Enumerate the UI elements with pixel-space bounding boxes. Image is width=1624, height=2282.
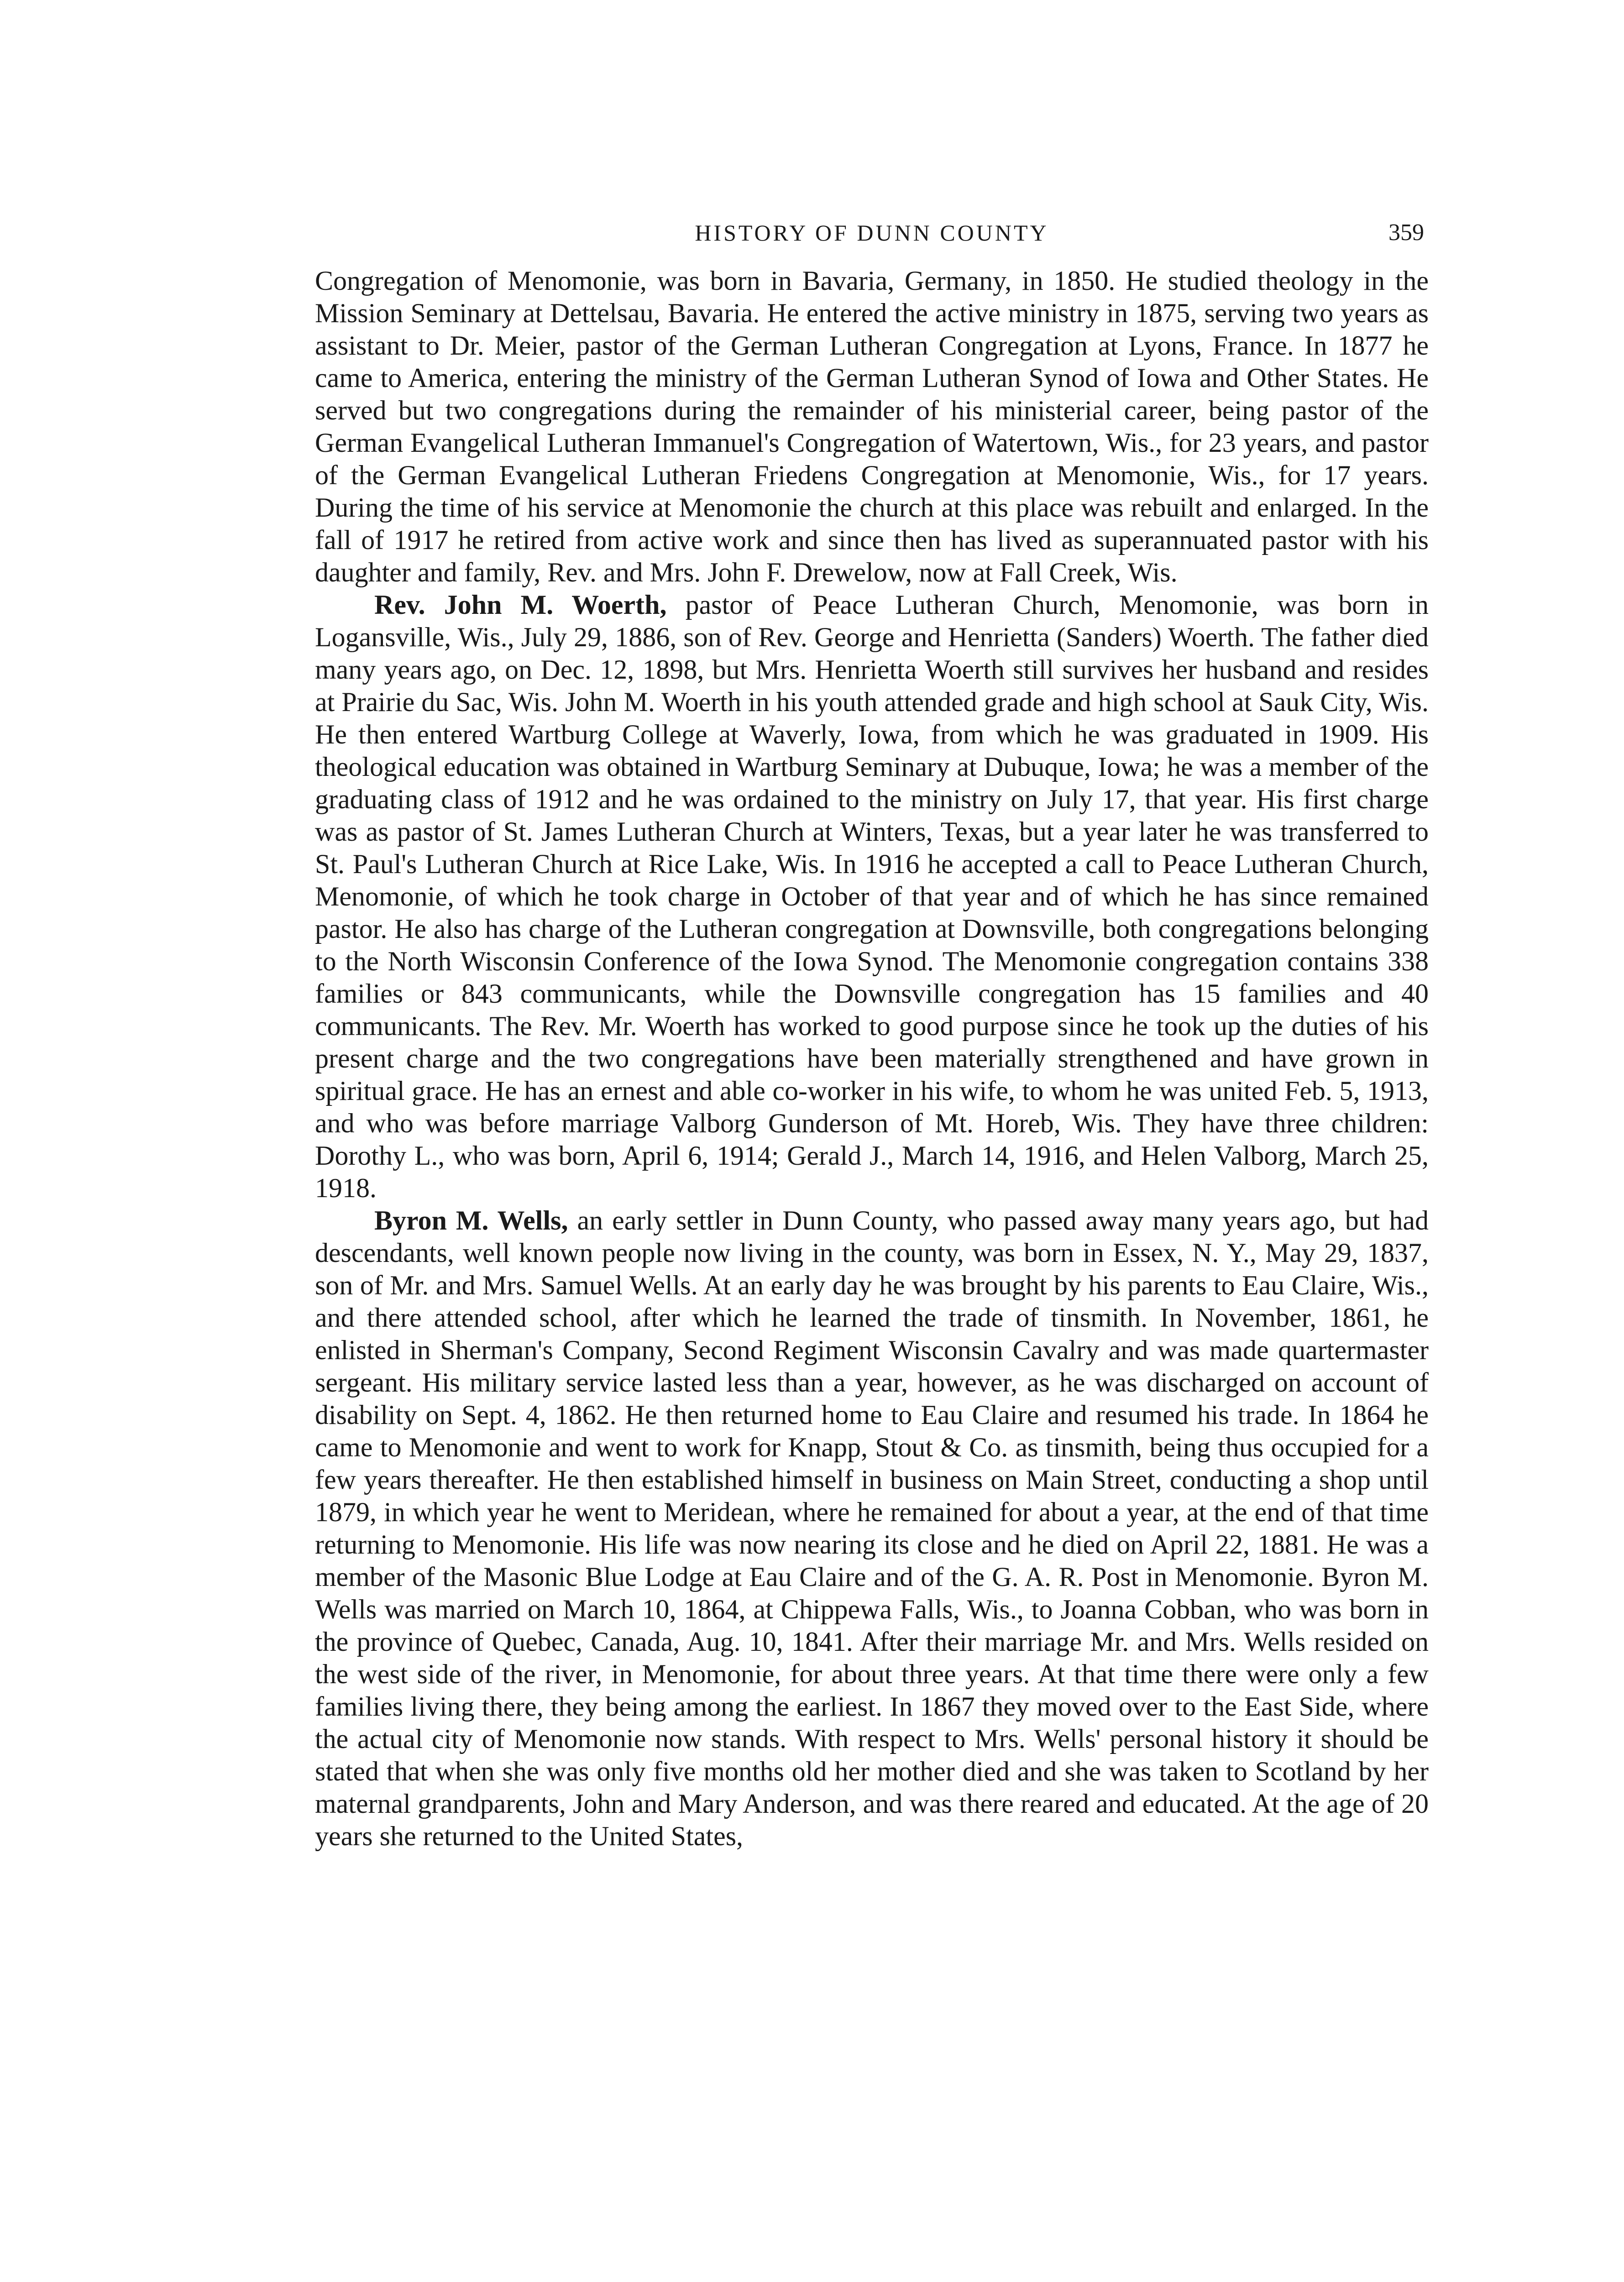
paragraph-woerth [315, 589, 1429, 1204]
running-title: HISTORY OF DUNN COUNTY [695, 220, 1049, 246]
page-header [320, 215, 1424, 251]
paragraph-text: Congregation of Menomonie, was born in Bavaria, Germany, in 1850. He studied theology in the Mission Seminary at Dettelsau, Bavaria. He entered the active ministry in 1875, serving two years as assistant to Dr. Meier, pastor of the German Lutheran Congregation at Lyons, France. In 1877 he came to America, entering the ministry of the German Lutheran Synod of Iowa and Other States. He served but two congregations during the remainder of his ministerial career, being pastor of the German Evangelical Lutheran Immanuel's Congregation of Watertown, Wis., for 23 years, and pastor of the German Evangelical Lutheran Friedens Congregation at Menomonie, Wis., for 17 years. During the time of his service at Menomonie the church at this place was rebuilt and enlarged. In the fall of 1917 he retired from active work and since then has lived as superannuated pastor with his daughter and family, Rev. and Mrs. John F. Drewelow, now at Fall Creek, Wis. [315, 266, 1429, 587]
biography-name: Rev. John M. Woerth, [374, 590, 667, 620]
paragraph-text: pastor of Peace Lutheran Church, Menomonie, was born in Logansville, Wis., July 29, 1886, son of Rev. George and Henrietta (Sanders) Woerth. The father died many years ago, on Dec. 12, 1898, but Mrs. Henrietta Woerth still survives her husband and resides at Prairie du Sac, Wis. John M. Woerth in his youth attended grade and high school at Sauk City, Wis. He then entered Wartburg College at Waverly, Iowa, from which he was graduated in 1909. His theological education was obtained in Wartburg Seminary at Dubuque, Iowa; he was a member of the graduating class of 1912 and he was ordained to the ministry on July 17, that year. His first charge was as pastor of St. James Lutheran Church at Winters, Texas, but a year later he was transferred to St. Paul's Lutheran Church at Rice Lake, Wis. In 1916 he accepted a call to Peace Lutheran Church, Menomonie, of which he took charge in October of that year and of which he has since remained pastor. He also has charge of the Lutheran congregation at Downsville, both congregations belonging to the North Wisconsin Conference of the Iowa Synod. The Menomonie congregation contains 338 families or 843 communicants, while the Downsville congregation has 15 families and 40 communicants. The Rev. Mr. Woerth has worked to good purpose since he took up the duties of his present charge and the two congregations have been materially strengthened and have grown in spiritual grace. He has an ernest and able co-worker in his wife, to whom he was united Feb. 5, 1913, and who was before marriage Valborg Gunderson of Mt. Horeb, Wis. They have three children: Dorothy L., who was born, April 6, 1914; Gerald J., March 14, 1916, and Helen Valborg, March 25, 1918. [315, 590, 1429, 1203]
paragraph-wells [315, 1204, 1429, 1853]
body-text [315, 265, 1429, 1853]
paragraph-continuation [315, 265, 1429, 589]
biography-name: Byron M. Wells, [374, 1205, 568, 1235]
page-number: 359 [1388, 220, 1424, 246]
paragraph-text: an early settler in Dunn County, who passed away many years ago, but had descendants, well known people now living in the county, was born in Essex, N. Y., May 29, 1837, son of Mr. and Mrs. Samuel Wells. At an early day he was brought by his parents to Eau Claire, Wis., and there attended school, after which he learned the trade of tinsmith. In November, 1861, he enlisted in Sherman's Company, Second Regiment Wisconsin Cavalry and was made quartermaster sergeant. His military service lasted less than a year, however, as he was discharged on account of disability on Sept. 4, 1862. He then returned home to Eau Claire and resumed his trade. In 1864 he came to Menomonie and went to work for Knapp, Stout & Co. as tinsmith, being thus occupied for a few years thereafter. He then established himself in business on Main Street, conducting a shop until 1879, in which year he went to Meridean, where he remained for about a year, at the end of that time returning to Menomonie. His life was now nearing its close and he died on April 22, 1881. He was a member of the Masonic Blue Lodge at Eau Claire and of the G. A. R. Post in Menomonie. Byron M. Wells was married on March 10, 1864, at Chippewa Falls, Wis., to Joanna Cobban, who was born in the province of Quebec, Canada, Aug. 10, 1841. After their marriage Mr. and Mrs. Wells resided on the west side of the river, in Menomonie, for about three years. At that time there were only a few families living there, they being among the earliest. In 1867 they moved over to the East Side, where the actual city of Menomonie now stands. With respect to Mrs. Wells' personal history it should be stated that when she was only five months old her mother died and she was taken to Scotland by her maternal grandparents, John and Mary Anderson, and was there reared and educated. At the age of 20 years she returned to the United States, [315, 1205, 1429, 1851]
